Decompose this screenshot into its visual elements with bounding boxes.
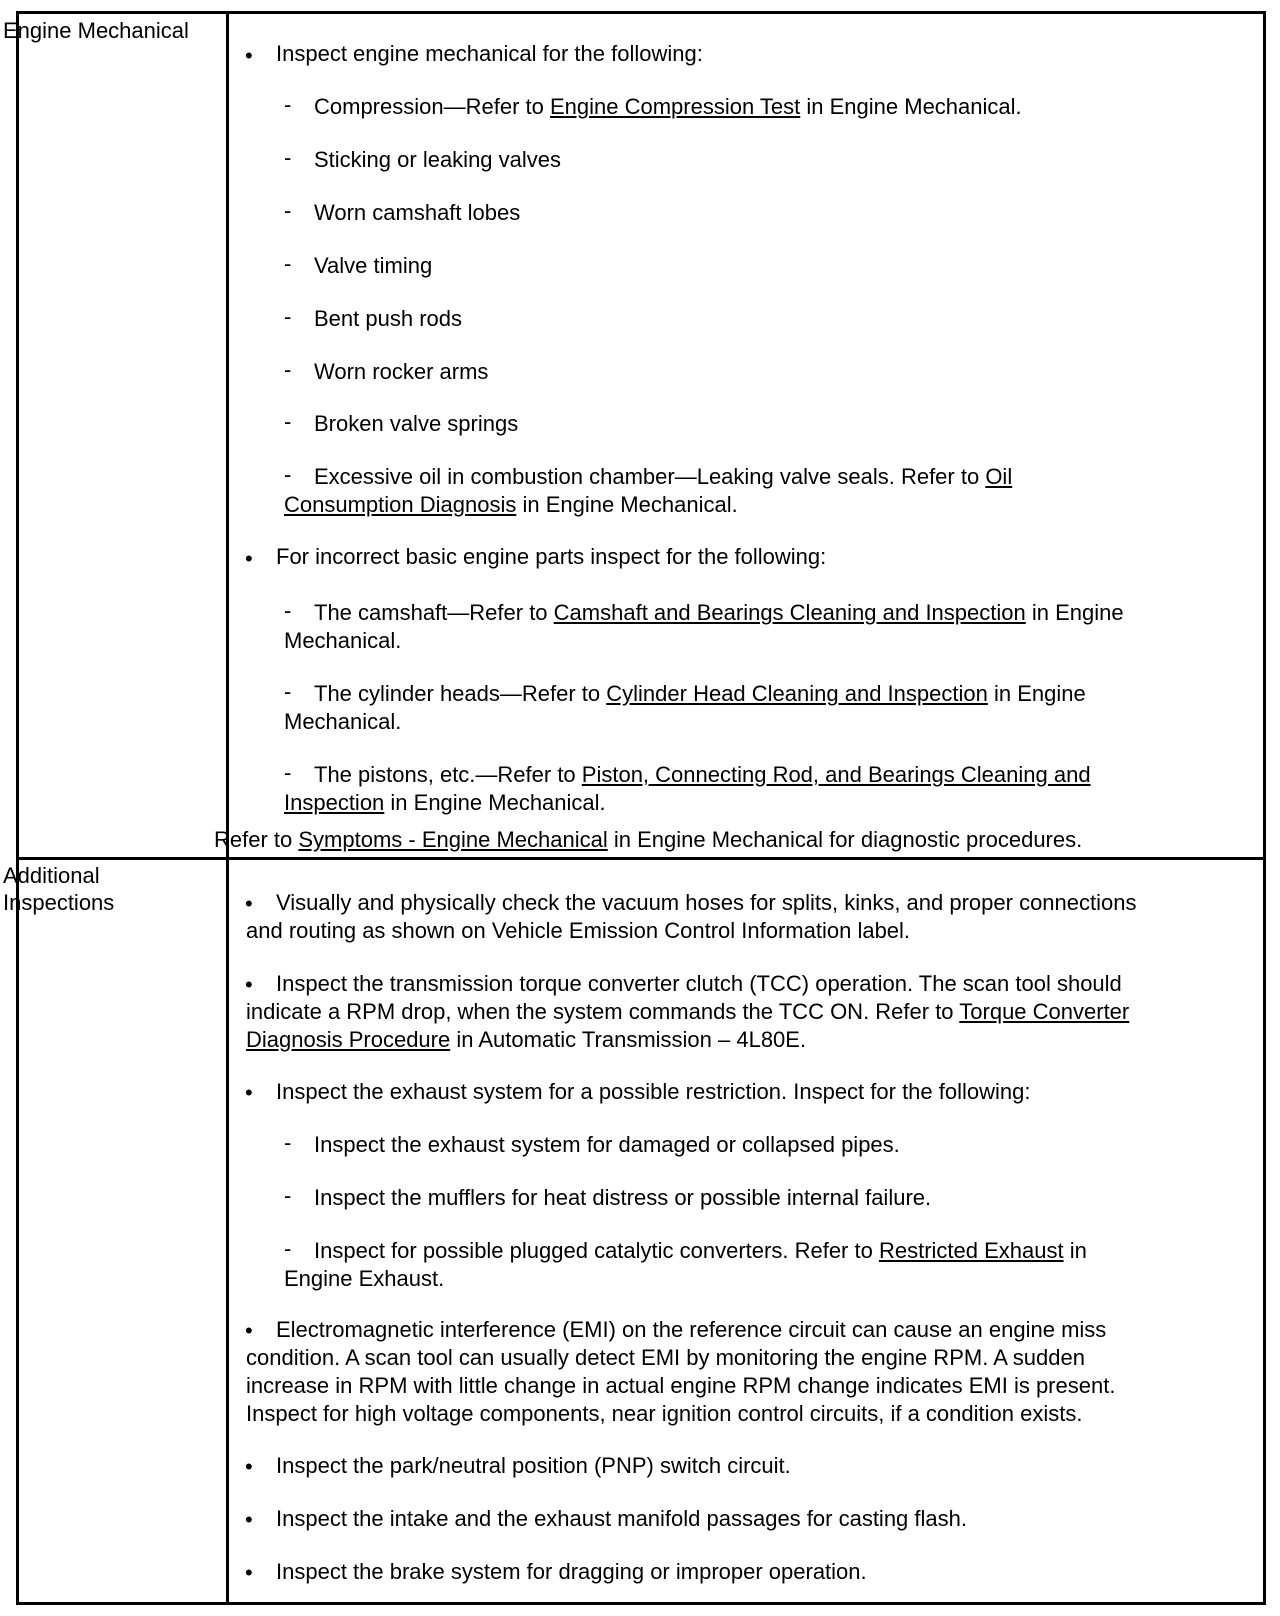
link-oil-consumption-diagnosis[interactable]: Oil <box>985 464 1013 489</box>
bullet-pnp-switch: Inspect the park/neutral position (PNP) switch circuit. <box>276 1453 791 1478</box>
bullet-glyph: • <box>245 43 253 68</box>
dash-glyph: - <box>284 409 292 434</box>
dash-glyph: - <box>284 1183 292 1208</box>
refer-symptoms-line: Refer to Symptoms - Engine Mechanical in Engine Mechanical for diagnostic procedures. <box>214 827 1083 852</box>
bullet-vacuum-hoses-cont: and routing as shown on Vehicle Emission Control Information label. <box>246 918 911 943</box>
item-camshaft: The camshaft—Refer to Camshaft and Bearings Cleaning and Inspection in Engine <box>314 600 1124 625</box>
bullet-exhaust-restriction: Inspect the exhaust system for a possible restriction. Inspect for the following: <box>276 1079 1031 1104</box>
item-worn-camshaft-lobes: Worn camshaft lobes <box>314 200 521 225</box>
link-engine-compression-test[interactable]: Engine Compression Test <box>549 94 801 119</box>
link-restricted-exhaust[interactable]: Restricted Exhaust <box>878 1238 1064 1263</box>
link-camshaft-bearings-cleaning[interactable]: Camshaft and Bearings Cleaning and Inspection <box>553 600 1026 625</box>
row-label-engine-mechanical: Engine Mechanical <box>3 18 189 43</box>
column-divider <box>226 14 229 1602</box>
bullet-tcc-cont: indicate a RPM drop, when the system commands the TCC ON. Refer to Torque Converter <box>246 999 1130 1024</box>
row-label-additional-inspections: Additional Inspections <box>3 863 115 915</box>
item-valve-timing: Valve timing <box>314 253 433 278</box>
item-mufflers: Inspect the mufflers for heat distress or possible internal failure. <box>314 1185 932 1210</box>
item-cylinder-heads: The cylinder heads—Refer to Cylinder Head Cleaning and Inspection in Engine <box>314 681 1086 706</box>
item-camshaft-cont: Mechanical. <box>284 628 402 653</box>
dash-glyph: - <box>284 1130 292 1155</box>
bullet-vacuum-hoses: Visually and physically check the vacuum hoses for splits, kinks, and proper connections <box>276 890 1137 915</box>
link-piston-connecting-rod-cont[interactable]: Inspection <box>284 790 385 815</box>
link-piston-connecting-rod[interactable]: Piston, Connecting Rod, and Bearings Cleaning and <box>581 762 1091 787</box>
dash-glyph: - <box>284 198 292 223</box>
link-symptoms-engine-mechanical[interactable]: Symptoms - Engine Mechanical <box>298 827 608 852</box>
dash-glyph: - <box>284 462 292 487</box>
item-cylinder-heads-cont: Mechanical. <box>284 709 402 734</box>
bullet-brake-system: Inspect the brake system for dragging or improper operation. <box>276 1559 867 1584</box>
item-catalytic-converters-cont: Engine Exhaust. <box>284 1266 445 1291</box>
link-torque-converter-diagnosis-cont[interactable]: Diagnosis Procedure <box>246 1027 451 1052</box>
bullet-emi-cont: condition. A scan tool can usually detect EMI by monitoring the engine RPM. A sudden <box>246 1345 1085 1370</box>
item-sticking-valves: Sticking or leaking valves <box>314 147 562 172</box>
dash-glyph: - <box>284 1236 292 1261</box>
row-divider <box>19 857 1263 860</box>
dash-glyph: - <box>284 92 292 117</box>
link-oil-consumption-diagnosis-cont[interactable]: Consumption Diagnosis <box>284 492 517 517</box>
bullet-incorrect-parts: For incorrect basic engine parts inspect for the following: <box>276 544 827 569</box>
link-cylinder-head-cleaning[interactable]: Cylinder Head Cleaning and Inspection <box>606 681 988 706</box>
bullet-glyph: • <box>245 1507 253 1532</box>
dash-glyph: - <box>284 679 292 704</box>
item-worn-rocker-arms: Worn rocker arms <box>314 359 489 384</box>
item-pistons-cont: Inspection in Engine Mechanical. <box>284 790 606 815</box>
item-catalytic-converters: Inspect for possible plugged catalytic converters. Refer to Restricted Exhaust in <box>314 1238 1087 1263</box>
item-broken-valve-springs: Broken valve springs <box>314 411 519 436</box>
bullet-emi-cont3: Inspect for high voltage components, near ignition control circuits, if a condition exists. <box>246 1401 1083 1426</box>
bullet-glyph: • <box>245 1080 253 1105</box>
bullet-glyph: • <box>245 891 253 916</box>
bullet-tcc: Inspect the transmission torque converter clutch (TCC) operation. The scan tool should <box>276 971 1122 996</box>
bullet-glyph: • <box>245 1454 253 1479</box>
link-torque-converter-diagnosis[interactable]: Torque Converter <box>959 999 1130 1024</box>
bullet-emi-cont2: increase in RPM with little change in actual engine RPM change indicates EMI is present. <box>246 1373 1116 1398</box>
dash-glyph: - <box>284 304 292 329</box>
dash-glyph: - <box>284 598 292 623</box>
bullet-inspect-engine: Inspect engine mechanical for the following: <box>276 41 703 66</box>
bullet-glyph: • <box>245 1318 253 1343</box>
dash-glyph: - <box>284 145 292 170</box>
item-excessive-oil: Excessive oil in combustion chamber—Leaking valve seals. Refer to Oil <box>314 464 1013 489</box>
bullet-tcc-cont2: Diagnosis Procedure in Automatic Transmission – 4L80E. <box>246 1027 807 1052</box>
item-bent-push-rods: Bent push rods <box>314 306 462 331</box>
bullet-glyph: • <box>245 546 253 571</box>
dash-glyph: - <box>284 251 292 276</box>
bullet-glyph: • <box>245 1560 253 1585</box>
dash-glyph: - <box>284 357 292 382</box>
item-excessive-oil-cont: Consumption Diagnosis in Engine Mechanical. <box>284 492 738 517</box>
item-compression: Compression—Refer to Engine Compression Test in Engine Mechanical. <box>314 94 1022 119</box>
dash-glyph: - <box>284 760 292 785</box>
item-pistons: The pistons, etc.—Refer to Piston, Connecting Rod, and Bearings Cleaning and <box>314 762 1091 787</box>
bullet-glyph: • <box>245 972 253 997</box>
item-exhaust-pipes: Inspect the exhaust system for damaged or collapsed pipes. <box>314 1132 900 1157</box>
bullet-emi: Electromagnetic interference (EMI) on the reference circuit can cause an engine miss <box>276 1317 1107 1342</box>
bullet-manifold: Inspect the intake and the exhaust manifold passages for casting flash. <box>276 1506 967 1531</box>
